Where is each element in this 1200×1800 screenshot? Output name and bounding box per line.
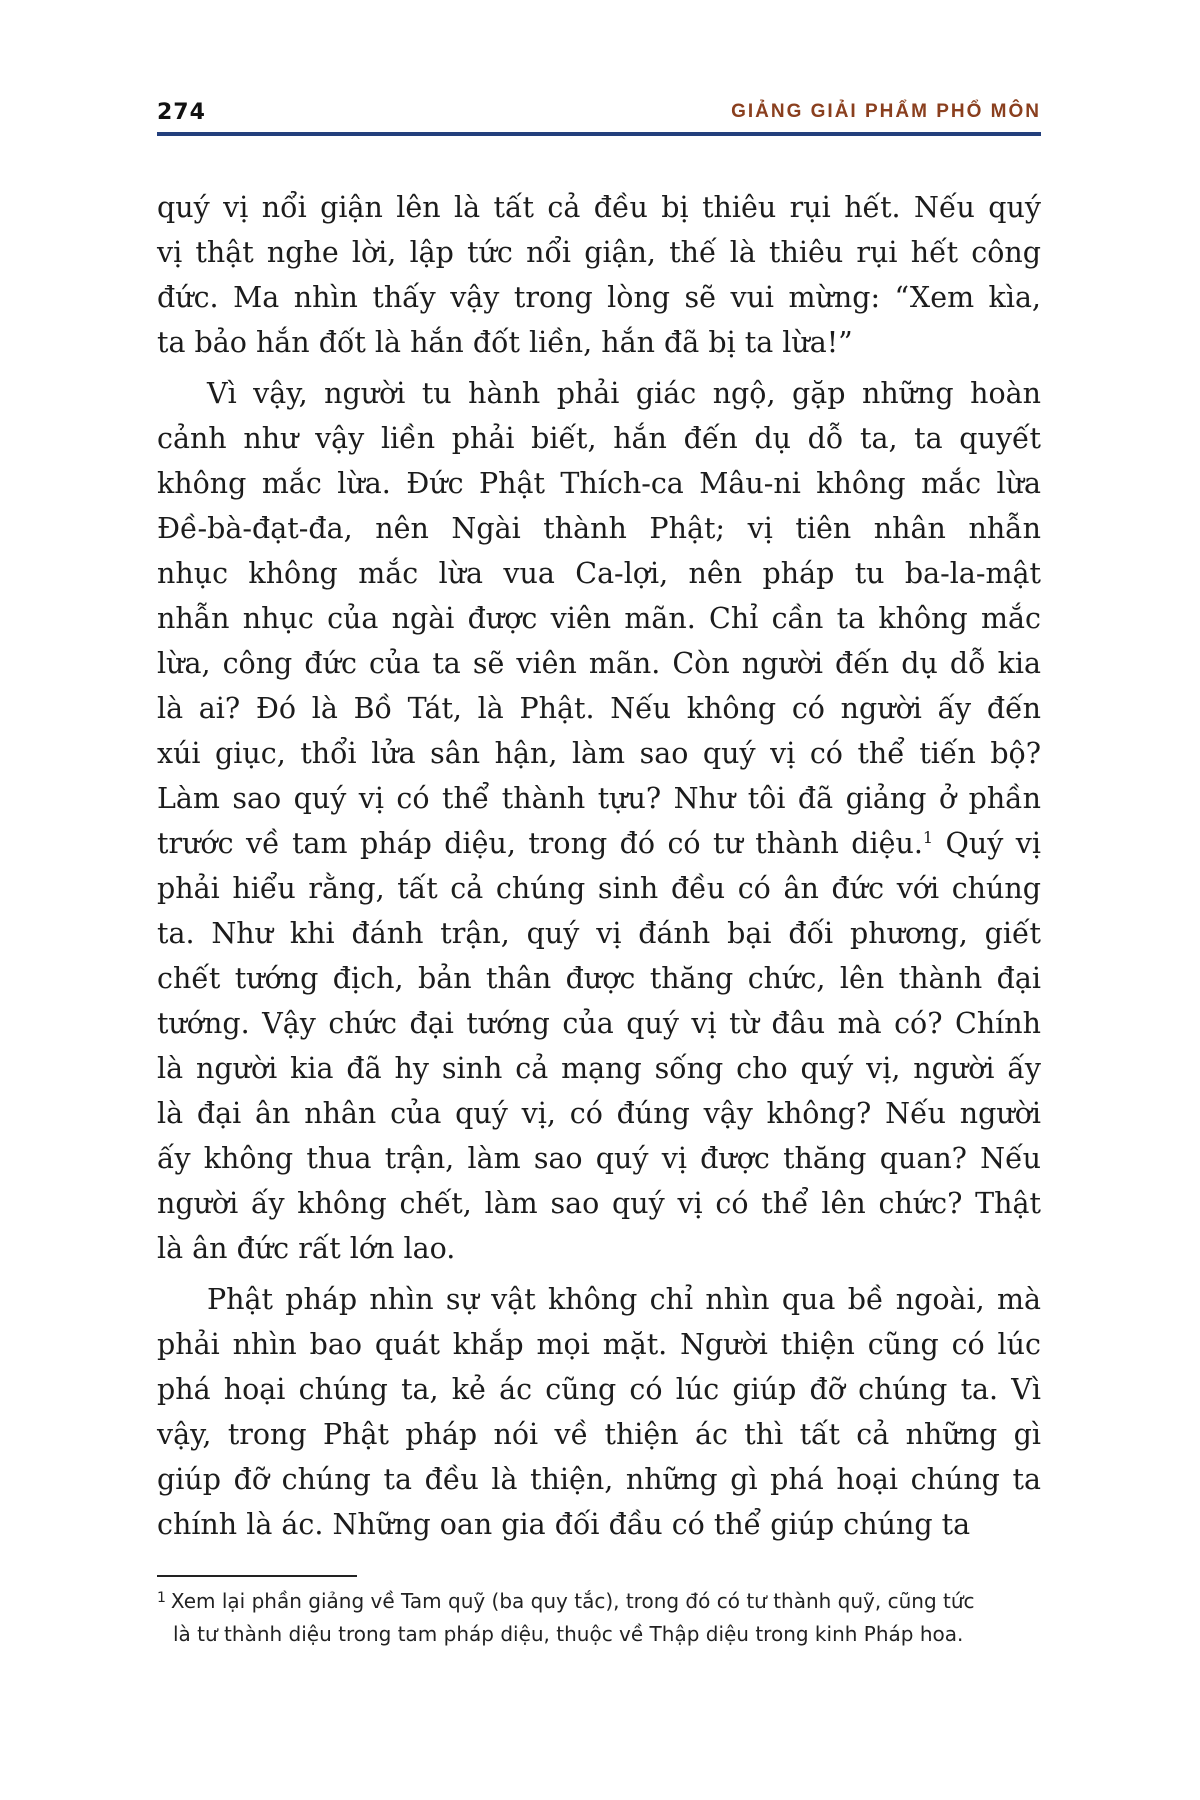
footnote-line: $^1$ Xem lại phần giảng về Tam quỹ (ba quy tắc), trong đó có tư thành quỹ, cũng tức	[157, 1589, 975, 1613]
text-line: là người kia đã hy sinh cả mạng sống cho quý vị, người ấy	[157, 1052, 1041, 1085]
text-line: phải hiểu rằng, tất cả chúng sinh đều có ân đức với chúng	[157, 872, 1041, 905]
paragraph	[157, 371, 1041, 1271]
footnote-line: là tư thành diệu trong tam pháp diệu, thuộc về Thập diệu trong kinh Pháp hoa.	[173, 1622, 964, 1646]
page-number: 274	[157, 100, 206, 125]
text-line: vậy, trong Phật pháp nói về thiện ác thì tất cả những gì	[157, 1418, 1041, 1451]
text-line: ta bảo hắn đốt là hắn đốt liền, hắn đã bị ta lừa!”	[157, 326, 853, 359]
paragraph	[157, 1277, 1041, 1547]
text-line: phải nhìn bao quát khắp mọi mặt. Người thiện cũng có lúc	[157, 1328, 1041, 1361]
text-line: phá hoại chúng ta, kẻ ác cũng có lúc giúp đỡ chúng ta. Vì	[157, 1373, 1041, 1406]
text-line: là ân đức rất lớn lao.	[157, 1232, 456, 1265]
body-text	[157, 185, 1041, 1553]
text-line: vị thật nghe lời, lập tức nổi giận, thế là thiêu rụi hết công	[157, 236, 1041, 269]
text-line: lừa, công đức của ta sẽ viên mãn. Còn người đến dụ dỗ kia	[157, 647, 1041, 680]
text-line: chính là ác. Những oan gia đối đầu có thể giúp chúng ta	[157, 1508, 971, 1541]
text-line: là ai? Đó là Bồ Tát, là Phật. Nếu không có người ấy đến	[157, 692, 1041, 725]
text-line: không mắc lừa. Đức Phật Thích-ca Mâu-ni không mắc lừa	[157, 467, 1041, 500]
text-line: tướng. Vậy chức đại tướng của quý vị từ đâu mà có? Chính	[157, 1007, 1041, 1040]
text-line: ta. Như khi đánh trận, quý vị đánh bại đối phương, giết	[157, 917, 1041, 950]
text-line: nhẫn nhục của ngài được viên mãn. Chỉ cần ta không mắc	[157, 602, 1041, 635]
footnote-reference[interactable]: 1	[922, 828, 934, 847]
text-line: nhục không mắc lừa vua Ca-lợi, nên pháp tu ba-la-mật	[157, 557, 1041, 590]
text-line: Làm sao quý vị có thể thành tựu? Như tôi đã giảng ở phần	[157, 782, 1041, 815]
text-line: là đại ân nhân của quý vị, có đúng vậy không? Nếu người	[157, 1097, 1041, 1130]
text-line: Phật pháp nhìn sự vật không chỉ nhìn qua bề ngoài, mà	[207, 1283, 1041, 1316]
text-line: chết tướng địch, bản thân được thăng chức, lên thành đại	[157, 962, 1041, 995]
text-line: quý vị nổi giận lên là tất cả đều bị thiêu rụi hết. Nếu quý	[157, 191, 1041, 224]
paragraph	[157, 185, 1041, 365]
header-rule	[157, 132, 1041, 136]
footnote-marker: 1	[157, 1590, 166, 1606]
text-line: cảnh như vậy liền phải biết, hắn đến dụ dỗ ta, ta quyết	[157, 422, 1041, 455]
page-header	[157, 96, 1041, 136]
text-line: người ấy không chết, làm sao quý vị có thể lên chức? Thật	[157, 1187, 1041, 1220]
footnotes	[157, 1582, 1041, 1651]
footnote-rule	[157, 1575, 357, 1577]
text-line: ấy không thua trận, làm sao quý vị được thăng quan? Nếu	[157, 1142, 1041, 1175]
text-line: giúp đỡ chúng ta đều là thiện, những gì phá hoại chúng ta	[157, 1463, 1041, 1496]
running-title: GIẢNG GIẢI PHẨM PHỔ MÔN	[731, 101, 1041, 122]
footnote	[157, 1582, 1041, 1651]
text-line: đức. Ma nhìn thấy vậy trong lòng sẽ vui mừng: “Xem kìa,	[157, 281, 1041, 314]
text-line: xúi giục, thổi lửa sân hận, làm sao quý vị có thể tiến bộ?	[157, 737, 1041, 770]
text-line: Đề-bà-đạt-đa, nên Ngài thành Phật; vị tiên nhân nhẫn	[157, 512, 1041, 545]
text-line: Vì vậy, người tu hành phải giác ngộ, gặp những hoàn	[207, 377, 1041, 410]
text-line: trước về tam pháp diệu, trong đó có tư thành diệu.$^1$ Quý vị	[157, 827, 1042, 860]
